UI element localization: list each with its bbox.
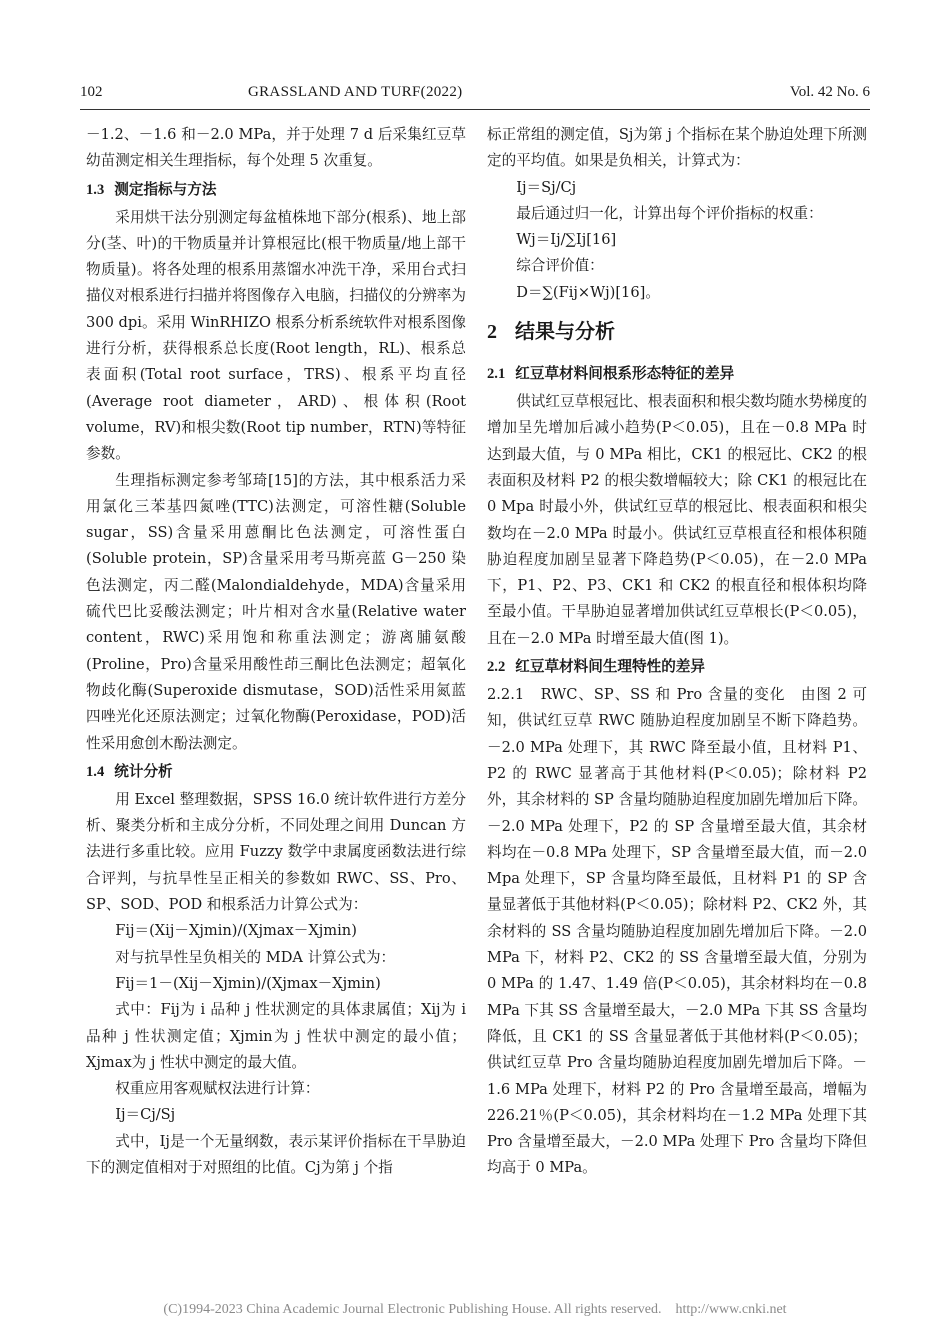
paragraph: 式中，Ij是一个无量纲数，表示某评价指标在干旱胁迫下的测定值相对于对照组的比值。Cj为第 j 个指 — [86, 1132, 466, 1176]
journal-title: GRASSLAND AND TURF(2022) — [248, 84, 463, 100]
section-heading-2: 2 结果与分析 — [487, 319, 615, 344]
formula: Wj＝Ij/∑Ij[16] — [516, 231, 617, 249]
paragraph: 标正常组的测定值，Sj为第 j 个指标在某个胁迫处理下所测定的平均值。如果是负相关，计算式为： — [487, 126, 867, 170]
subsection-label-2-2-1: 2.2.1 RWC、SP、SS 和 Pro 含量的变化 — [487, 686, 786, 704]
copyright-footer: (C)1994-2023 China Academic Journal Electronic Publishing House. All rights reserved. http://www.cnki.net — [163, 1302, 787, 1317]
paragraph: －1.2、－1.6 和－2.0 MPa，并于处理 7 d 后采集红豆草幼苗测定相关生理指标，每个处理 5 次重复。 — [86, 126, 466, 170]
header-rule — [80, 109, 870, 110]
page-number: 102 — [80, 84, 103, 100]
paragraph-2-2-1: 2.2.1 RWC、SP、SS 和 Pro 含量的变化 由图 2 可知，供试红豆草 RWC 随胁迫程度加剧呈不断下降趋势。－2.0 MPa 处理下，其 RWC 降至最小值，且材料 P1、P2 的 RWC 显著高于其他材料(P＜0.05)；除材料 P2 外，其余材料的 SP 含量均随胁迫程度加剧先增加后下降。－2.0 MPa 处理下，P2 的 SP 含量增至最大值，其余材料均在－0.8 MPa 处理下，SP 含量增至最大值，而－2.0 Mpa 处理下，SP 含量均降至最低，且材料 P1 的 SP 含量显著低于其他材料(P＜0.05)；除材料 P2、CK2 外，其余材料的 SS 含量均随胁迫程度加剧先增加后下降。－2.0 MPa 下，材料 P2、CK2 的 SS 含量增至最大值，分别为 0 MPa 的 1.47、1.49 倍(P＜0.05)，其余材料均在－0.8 MPa 下其 SS 含量增至最大，－2.0 MPa 下其 SS 含量均降低，且 CK1 的 SS 含量显著低于其他材料(P＜0.05)；供试红豆草 Pro 含量均随胁迫程度加剧先增加后下降。－1.6 MPa 处理下，材料 P2 的 Pro 含量增至最高，增幅为 226.21％(P＜0.05)，其余材料均在－1.2 MPa 处理下其 Pro 含量增至最大，－2.0 MPa 处理下 Pro 含量均下降但均高于 0 MPa。 — [487, 686, 867, 1177]
paragraph: 生理指标测定参考邹琦[15]的方法，其中根系活力采用氯化三苯基四氮唑(TTC)法测定，可溶性糖(Soluble sugar，SS)含量采用蒽酮比色法测定，可溶性蛋白(Soluble protein，SP)含量采用考马斯亮蓝 G－250 染色法测定，丙二醛(Malondialdehyde，MDA)含量采用硫代巴比妥酸法测定；叶片相对含水量(Relative water content，RWC)采用饱和称重法测定；游离脯氨酸(Proline，Pro)含量采用酸性茚三酮比色法测定；超氧化物歧化酶(Superoxide dismutase，SOD)活性采用氮蓝四唑光化还原法测定；过氧化物酶(Peroxidase，POD)活性采用愈创木酚法测定。 — [86, 471, 466, 752]
formula: D＝∑(Fij×Wj)[16]。 — [516, 283, 660, 301]
right-column — [487, 122, 867, 1182]
section-heading-1-4: 1.4 统计分析 — [86, 762, 173, 780]
formula: Fij＝(Xij－Xjmin)/(Xjmax－Xjmin) — [115, 922, 357, 940]
paragraph: 供试红豆草根冠比、根表面积和根尖数均随水势梯度的增加呈先增加后减小趋势(P＜0.05)，且在－0.8 MPa 时达到最大值，与 0 MPa 相比，CK1 的根冠比、CK2 的根表面积及材料 P2 的根尖数增幅较大；除 CK1 的根冠比在 0 Mpa 时最小外，供试红豆草的根冠比、根表面积和根尖数均在－2.0 MPa 时最小。供试红豆草根直径和根体积随胁迫程度加剧呈显著下降趋势(P＜0.05)，在－2.0 MPa 下，P1、P2、P3、CK1 和 CK2 的根直径和根体积均降至最小值。干旱胁迫显著增加供试红豆草根长(P＜0.05)，且在－2.0 MPa 时增至最大值(图 1)。 — [487, 393, 867, 647]
paragraph: 对与抗旱性呈负相关的 MDA 计算公式为： — [115, 948, 396, 966]
section-heading-2-1: 2.1 红豆草材料间根系形态特征的差异 — [487, 365, 735, 383]
running-header — [80, 84, 870, 104]
paragraph: 权重应用客观赋权法进行计算： — [115, 1080, 320, 1098]
paragraph: 最后通过归一化，计算出每个评价指标的权重： — [516, 204, 823, 222]
section-heading-1-3: 1.3 测定指标与方法 — [86, 180, 217, 198]
paragraph: 综合评价值： — [516, 257, 604, 275]
formula: Fij＝1－(Xij－Xjmin)/(Xjmax－Xjmin) — [115, 974, 381, 992]
paragraph: 用 Excel 整理数据，SPSS 16.0 统计软件进行方差分析、聚类分析和主成分分析，不同处理之间用 Duncan 方法进行多重比较。应用 Fuzzy 数学中隶属度函数法进行综合评判，与抗旱性呈正相关的参数如 RWC、SS、Pro、SP、SOD、POD 和根系活力计算公式为： — [86, 790, 466, 914]
volume-issue: Vol. 42 No. 6 — [789, 84, 870, 100]
paragraph: 式中：Fij为 i 品种 j 性状测定的具体隶属值；Xij为 i 品种 j 性状测定值；Xjmin为 j 性状中测定的最小值；Xjmax为 j 性状中测定的最大值。 — [86, 1001, 466, 1071]
paragraph: 采用烘干法分别测定每盆植株地下部分(根系)、地上部分(茎、叶)的干物质量并计算根冠比(根干物质量/地上部干物质量)。将各处理的根系用蒸馏水冲洗干净，采用台式扫描仪对根系进行扫描并将图像存入电脑，扫描仪的分辨率为 300 dpi。采用 WinRHIZO 根系分析系统软件对根系图像进行分析，获得根系总长度(Root length，RL)、根系总表面积(Total root surface，TRS)、根系平均直径(Average root diameter，ARD)、根体积(Root volume，RV)和根尖数(Root tip number，RTN)等特征参数。 — [86, 208, 466, 463]
formula: Ij＝Sj/Cj — [516, 178, 577, 196]
left-column — [86, 122, 466, 1181]
formula: Ij＝Cj/Sj — [115, 1106, 176, 1124]
section-heading-2-2: 2.2 红豆草材料间生理特性的差异 — [487, 658, 705, 676]
